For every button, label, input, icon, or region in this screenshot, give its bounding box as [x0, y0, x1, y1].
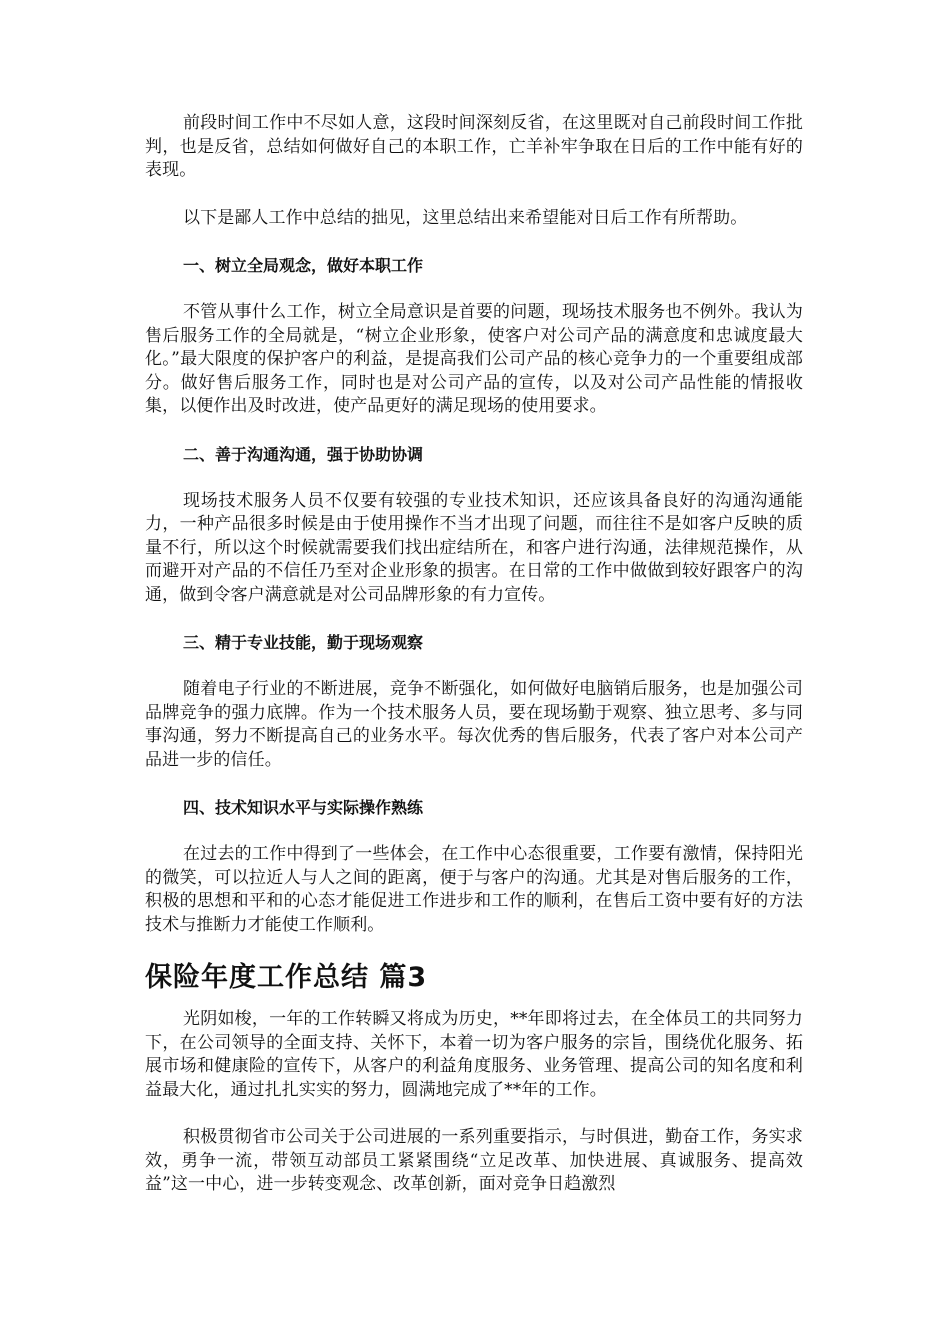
paragraph-section-4: 在过去的工作中得到了一些体会，在工作中心态很重要，工作要有激情，保持阳光的微笑，可以拉近人与人之间的距离，便于与客户的沟通。尤其是对售后服务的工作，积极的思想和平和的心态才能促进工作进步和工作的顺利，在售后工资中要有好的方法技术与推断力才能使工作顺利。 — [145, 844, 803, 935]
document-title-part-3: 保险年度工作总结 篇3 — [145, 962, 428, 993]
paragraph-intro-1: 前段时间工作中不尽如人意，这段时间深刻反省，在这里既对自己前段时间工作批判，也是反省，总结如何做好自己的本职工作，亡羊补牢争取在日后的工作中能有好的表现。 — [145, 113, 803, 180]
heading-section-2: 二、善于沟通沟通，强于协助协调 — [183, 444, 424, 464]
paragraph-section-2: 现场技术服务人员不仅要有较强的专业技术知识，还应该具备良好的沟通沟通能力，一种产品很多时候是由于使用操作不当才出现了问题，而往往不是如客户反映的质量不行，所以这个时候就需要我们找出症结所在，和客户进行沟通，法律规范操作，从而避开对产品的不信任乃至对企业形象的损害。在日常的工作中做做到较好跟客户的沟通，做到令客户满意就是对公司品牌形象的有力宣传。 — [145, 490, 803, 605]
paragraph-section-3: 随着电子行业的不断进展，竞争不断强化，如何做好电脑销后服务，也是加强公司品牌竞争的强力底牌。作为一个技术服务人员，要在现场勤于观察、独立思考、多与同事沟通，努力不断提高自己的业务水平。每次优秀的售后服务，代表了客户对本公司产品进一步的信任。 — [145, 679, 803, 770]
document-page — [145, 112, 803, 1221]
paragraph-section-1: 不管从事什么工作，树立全局意识是首要的问题，现场技术服务也不例外。我认为售后服务工作的全局就是，“树立企业形象，使客户对公司产品的满意度和忠诚度最大化。”最大限度的保护客户的利益，是提高我们公司产品的核心竞争力的一个重要组成部分。做好售后服务工作，同时也是对公司产品的宣传，以及对公司产品性能的情报收集，以便作出及时改进，使产品更好的满足现场的使用要求。 — [145, 302, 803, 416]
heading-section-4: 四、技术知识水平与实际操作熟练 — [183, 798, 424, 817]
heading-section-1: 一、树立全局观念，做好本职工作 — [183, 256, 424, 275]
paragraph-intro-2: 以下是鄙人工作中总结的拙见，这里总结出来希望能对日后工作有所帮助。 — [183, 207, 748, 228]
paragraph-part3-1: 光阴如梭，一年的工作转瞬又将成为历史，**年即将过去，在全体员工的共同努力下，在公司领导的全面支持、关怀下，本着一切为客户服务的宗旨，围绕优化服务、拓展市场和健康险的宣传下，从客户的利益角度服务、业务管理、提高公司的知名度和利益最大化，通过扎扎实实的努力，圆满地完成了**年的工作。 — [145, 1009, 803, 1100]
paragraph-part3-2: 积极贯彻省市公司关于公司进展的一系列重要指示，与时俱进，勤奋工作，务实求效，勇争一流，带领互动部员工紧紧围绕“立足改革、加快进展、真诚服务、提高效益”这一中心，进一步转变观念、改革创新，面对竞争日趋激烈 — [145, 1127, 803, 1194]
heading-section-3: 三、精于专业技能，勤于现场观察 — [183, 633, 424, 652]
